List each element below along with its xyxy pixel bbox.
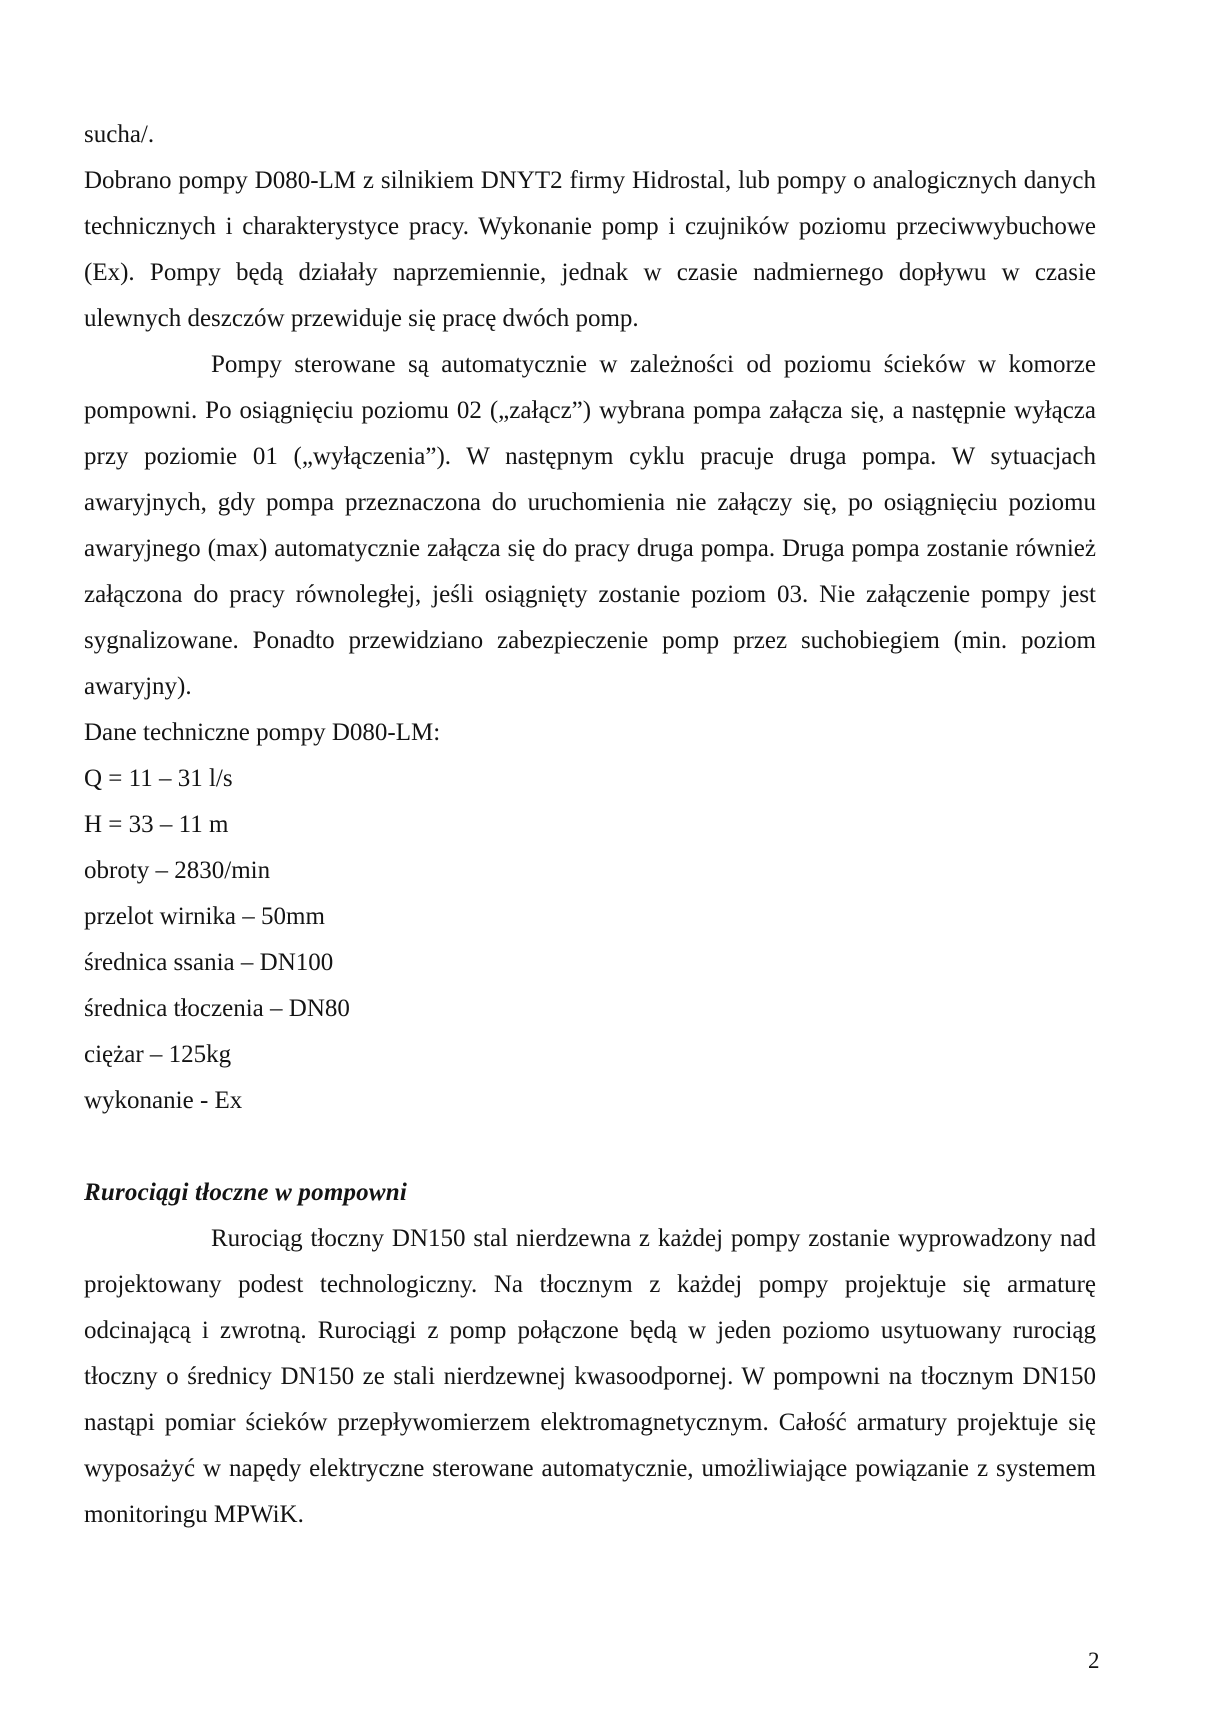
spec-item-flow: Q = 11 – 31 l/s: [84, 765, 233, 792]
paragraph-pumps-selection: Dobrano pompy D080-LM z silnikiem DNYT2 firmy Hidrostal, lub pompy o analogicznych danych technicznych i charakterystyce pracy. Wykonanie pomp i czujników poziomu przeciwwybuchowe (Ex). Pompy będą działały naprzemiennie, jednak w czasie nadmiernego dopływu w czasie ulewnych deszczów przewiduje się pracę dwóch pomp.: [84, 167, 1096, 332]
specs-title: Dane techniczne pompy D080-LM:: [84, 719, 441, 746]
spec-item-suction: średnica ssania – DN100: [84, 949, 334, 976]
section-heading: Rurociągi tłoczne w pompowni: [84, 1179, 408, 1206]
fragment-top: sucha/.: [84, 121, 155, 148]
paragraph-pipelines: Rurociąg tłoczny DN150 stal nierdzewna z każdej pompy zostanie wyprowadzony nad projektowany podest technologiczny. Na tłocznym z każdej pompy projektuje się armaturę odcinającą i zwrotną. Rurociągi z pomp połączone będą w jeden poziomo usytuowany rurociąg tłoczny o średnicy DN150 ze stali nierdzewnej kwasoodpornej. W pompowni na tłocznym DN150 nastąpi pomiar ścieków przepływomierzem elektromagnetycznym. Całość armatury projektuje się wyposażyć w napędy elektryczne sterowane automatycznie, umożliwiające powiązanie z systemem monitoringu MPWiK.: [84, 1225, 1096, 1528]
spec-item-rpm: obroty – 2830/min: [84, 857, 271, 884]
document-body: [84, 112, 1096, 1538]
specs-list: [84, 756, 1096, 1124]
paragraph-pumps-control: Pompy sterowane są automatycznie w zależności od poziomu ścieków w komorze pompowni. Po osiągnięciu poziomu 02 („załącz”) wybrana pompa załącza się, a następnie wyłącza przy poziomie 01 („wyłączenia”). W następnym cyklu pracuje druga pompa. W sytuacjach awaryjnych, gdy pompa przeznaczona do uruchomienia nie załączy się, po osiągnięciu poziomu awaryjnego (max) automatycznie załącza się do pracy druga pompa. Druga pompa zostanie również załączona do pracy równoległej, jeśli osiągnięty zostanie poziom 03. Nie załączenie pompy jest sygnalizowane. Ponadto przewidziano zabezpieczenie pomp przez suchobiegiem (min. poziom awaryjny).: [84, 351, 1096, 700]
spec-item-weight: ciężar – 125kg: [84, 1041, 232, 1068]
spec-item-head: H = 33 – 11 m: [84, 811, 229, 838]
page-number: 2: [1088, 1648, 1100, 1673]
spec-item-discharge: średnica tłoczenia – DN80: [84, 995, 350, 1022]
spec-item-execution: wykonanie - Ex: [84, 1087, 243, 1114]
spec-item-impeller: przelot wirnika – 50mm: [84, 903, 325, 930]
